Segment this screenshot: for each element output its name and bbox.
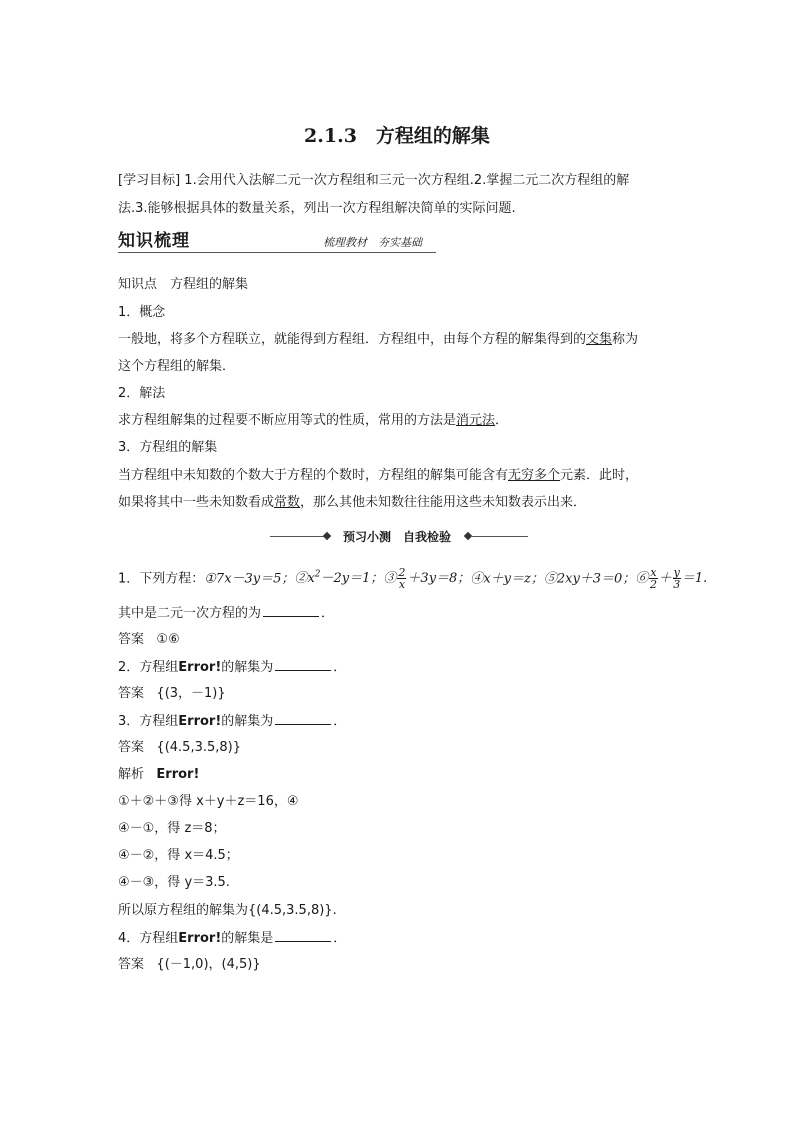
answer-2 xyxy=(118,685,226,703)
error-text: Error! xyxy=(178,931,222,946)
section-subtitle-knowledge: 梳理教材 夯实基础 xyxy=(323,236,422,249)
text: 元素．此时， xyxy=(560,468,639,483)
text: ． xyxy=(333,931,347,946)
text: ②x xyxy=(294,571,315,587)
solution-conclusion: 所以原方程组的解集为{(4.5,3.5,8)}. xyxy=(118,903,337,918)
knowledge-point-title: 知识点 方程组的解集 xyxy=(118,277,249,292)
text: 如果将其中一些未知数看成 xyxy=(118,495,275,510)
learning-goals-text: 1.会用代入法解二元一次方程组和三元一次方程组.2.掌握二元二次方程组的解 xyxy=(184,173,630,188)
answer-value: {(－1,0)，(4,5)} xyxy=(156,957,261,972)
answer-label: 答案 xyxy=(118,740,145,755)
equation-2 xyxy=(294,571,383,586)
text: 的解集为 xyxy=(221,660,274,675)
solution-step-4: ④－③，得 y＝3.5. xyxy=(118,875,230,890)
text: ． xyxy=(333,714,347,729)
text: ． xyxy=(321,606,335,621)
underlined-term: 消元法 xyxy=(456,413,496,428)
text: 其中是二元一次方程的为 xyxy=(118,606,262,621)
error-text: Error! xyxy=(178,714,222,729)
error-text: Error! xyxy=(178,660,222,675)
numerator: 2 xyxy=(398,566,406,580)
text: ＋ xyxy=(658,571,672,587)
error-text: Error! xyxy=(156,767,200,782)
heading-solution-set: 3．方程组的解集 xyxy=(118,440,218,455)
analysis-label: 解析 xyxy=(118,767,145,782)
text: －2y＝1； xyxy=(320,571,384,587)
answer-blank xyxy=(275,658,331,671)
answer-value: {(3，－1)} xyxy=(156,686,226,701)
text: 3．方程组 xyxy=(118,714,179,729)
text: ⑥ xyxy=(635,571,649,587)
answer-blank xyxy=(275,712,331,725)
text: 一般地，将多个方程联立，就能得到方程组．方程组中，由每个方程的解集得到的 xyxy=(118,332,587,347)
analysis-line xyxy=(118,766,199,784)
equation-1: ①7x－3y＝5； xyxy=(204,571,295,587)
answer-label: 答案 xyxy=(118,686,145,701)
method-paragraph xyxy=(118,412,508,430)
numerator: y xyxy=(673,566,680,580)
page-title: 2.1.3 方程组的解集 xyxy=(304,125,490,147)
section-divider xyxy=(118,252,436,253)
heading-method: 2．解法 xyxy=(118,386,166,401)
question-2 xyxy=(118,658,346,677)
question-3 xyxy=(118,712,346,731)
answer-3 xyxy=(118,739,241,757)
solution-paragraph-line-2 xyxy=(118,494,586,512)
text: ＝1. xyxy=(681,571,708,587)
question-1-line-1 xyxy=(118,566,707,590)
equation-6 xyxy=(635,566,708,592)
text: 4．方程组 xyxy=(118,931,179,946)
text: 当方程组中未知数的个数大于方程的个数时，方程组的解集可能含有 xyxy=(118,468,509,483)
heading-concept: 1．概念 xyxy=(118,305,166,320)
underlined-term: 无穷多个 xyxy=(508,468,561,483)
text: 称为 xyxy=(612,332,639,347)
denominator: 2 xyxy=(649,578,657,592)
answer-value: ①⑥ xyxy=(156,632,180,647)
answer-blank xyxy=(263,604,319,617)
answer-blank xyxy=(275,929,331,942)
concept-paragraph-line-2: 这个方程组的解集． xyxy=(118,359,236,374)
text: 的解集是 xyxy=(221,931,274,946)
text: ＋3y＝8； xyxy=(407,571,471,587)
denominator: 3 xyxy=(673,578,681,592)
text: ③ xyxy=(383,571,397,587)
question-1-line-2 xyxy=(118,604,334,623)
text: ． xyxy=(333,660,347,675)
answer-4 xyxy=(118,956,261,974)
equation-3 xyxy=(383,566,471,592)
solution-step-2: ④－①，得 z＝8； xyxy=(118,821,226,836)
equation-5: ⑤2xy＋3＝0； xyxy=(543,571,636,587)
answer-value: {(4.5,3.5,8)} xyxy=(156,740,241,755)
answer-label: 答案 xyxy=(118,632,145,647)
text: 的解集为 xyxy=(221,714,274,729)
equation-4: ④x＋y＝z； xyxy=(470,571,544,587)
fraction xyxy=(649,567,657,590)
answer-label: 答案 xyxy=(118,957,145,972)
learning-goals-label: [学习目标] xyxy=(118,173,181,188)
section-heading-knowledge: 知识梳理 xyxy=(118,231,190,251)
learning-goals-line-1 xyxy=(118,172,629,190)
section-heading-practice: 预习小测 自我检验 xyxy=(342,530,451,544)
fraction xyxy=(397,567,406,590)
denominator: x xyxy=(398,578,406,592)
text: 1．下列方程： xyxy=(118,571,205,587)
solution-step-1: ①＋②＋③得 x＋y＋z＝16，④ xyxy=(118,794,299,809)
solution-step-3: ④－②，得 x＝4.5； xyxy=(118,848,239,863)
solution-paragraph-line-1 xyxy=(118,467,638,485)
fraction xyxy=(673,567,681,590)
answer-1 xyxy=(118,631,180,649)
learning-goals-line-2: 法.3.能够根据具体的数量关系，列出一次方程组解决简单的实际问题. xyxy=(118,201,516,216)
exponent: 2 xyxy=(314,570,321,580)
text: ． xyxy=(495,413,509,428)
text: 2．方程组 xyxy=(118,660,179,675)
text: 求方程组解集的过程要不断应用等式的性质，常用的方法是 xyxy=(118,413,457,428)
practice-divider-right xyxy=(472,536,528,537)
text: ，那么其他未知数往往能用这些未知数表示出来． xyxy=(300,495,587,510)
underlined-term: 常数 xyxy=(274,495,301,510)
concept-paragraph-line-1 xyxy=(118,331,638,349)
numerator: x xyxy=(650,566,657,580)
question-4 xyxy=(118,929,346,948)
underlined-term: 交集 xyxy=(586,332,613,347)
